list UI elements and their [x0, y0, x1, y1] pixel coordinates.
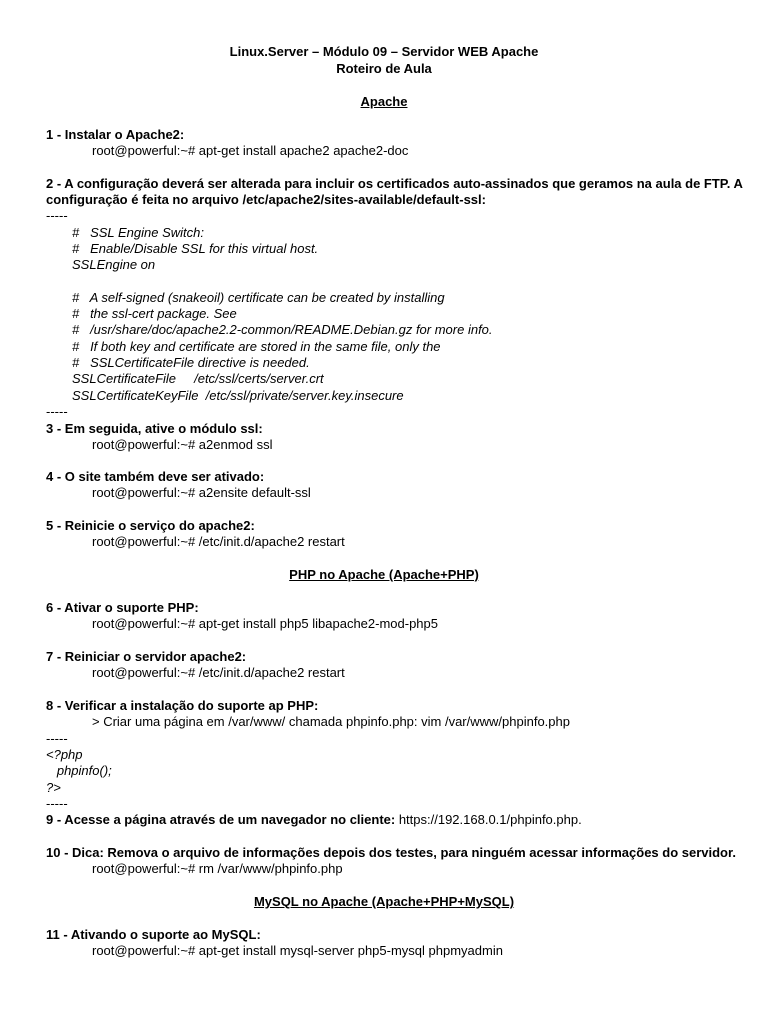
step-2-separator-open: ----- — [46, 208, 68, 223]
step-4-command: root@powerful:~# a2ensite default-ssl — [92, 485, 311, 500]
step-2-title-line2: configuração é feita no arquivo /etc/apache2/sites-available/default-ssl: — [46, 192, 486, 207]
step-2-separator-close: ----- — [46, 404, 68, 419]
step-10-title: 10 - Dica: Remova o arquivo de informações depois dos testes, para ninguém acessar informações do servidor. — [46, 845, 736, 860]
php-code-line: ?> — [46, 780, 61, 795]
step-8-separator-close: ----- — [46, 796, 68, 811]
step-1-command: root@powerful:~# apt-get install apache2 apache2-doc — [92, 143, 409, 158]
step-8-title: 8 - Verificar a instalação do suporte ap PHP: — [46, 698, 319, 713]
step-2-title-line1: 2 - A configuração deverá ser alterada para incluir os certificados auto-assinados que geramos na aula de FTP. A — [46, 176, 743, 191]
config-line: SSLEngine on — [72, 257, 156, 272]
step-6-command: root@powerful:~# apt-get install php5 libapache2-mod-php5 — [92, 616, 438, 631]
step-10-command: root@powerful:~# rm /var/www/phpinfo.php — [92, 861, 343, 876]
step-8-separator-open: ----- — [46, 731, 68, 746]
config-line: # If both key and certificate are stored in the same file, only the — [72, 339, 441, 354]
document-title: Linux.Server – Módulo 09 – Servidor WEB Apache — [229, 44, 539, 59]
step-9-line — [46, 812, 582, 828]
config-line: # Enable/Disable SSL for this virtual host. — [72, 241, 319, 256]
php-code-line: <?php — [46, 747, 83, 762]
step-3-title: 3 - Em seguida, ative o módulo ssl: — [46, 421, 263, 436]
step-1-title: 1 - Instalar o Apache2: — [46, 127, 185, 142]
step-3-command: root@powerful:~# a2enmod ssl — [92, 437, 273, 452]
step-5-command: root@powerful:~# /etc/init.d/apache2 restart — [92, 534, 345, 549]
php-code-line: phpinfo(); — [46, 763, 112, 778]
config-line: # A self-signed (snakeoil) certificate can be created by installing — [72, 290, 445, 305]
step-7-title: 7 - Reiniciar o servidor apache2: — [46, 649, 247, 664]
step-11-title: 11 - Ativando o suporte ao MySQL: — [46, 927, 261, 942]
section-heading-apache: Apache — [360, 94, 408, 109]
section-heading-php: PHP no Apache (Apache+PHP) — [289, 567, 479, 582]
step-7-command: root@powerful:~# /etc/init.d/apache2 restart — [92, 665, 345, 680]
step-6-title: 6 - Ativar o suporte PHP: — [46, 600, 199, 615]
step-9-url: https://192.168.0.1/phpinfo.php. — [395, 812, 582, 827]
step-5-title: 5 - Reinicie o serviço do apache2: — [46, 518, 255, 533]
config-line: # SSLCertificateFile directive is needed. — [72, 355, 310, 370]
section-heading-mysql: MySQL no Apache (Apache+PHP+MySQL) — [253, 894, 515, 909]
config-line: # SSL Engine Switch: — [72, 225, 205, 240]
step-11-command: root@powerful:~# apt-get install mysql-server php5-mysql phpmyadmin — [92, 943, 503, 958]
step-4-title: 4 - O site também deve ser ativado: — [46, 469, 265, 484]
config-line: SSLCertificateFile /etc/ssl/certs/server.crt — [72, 371, 324, 386]
document-subtitle: Roteiro de Aula — [336, 61, 432, 76]
step-9-title: 9 - Acesse a página através de um navegador no cliente: — [46, 812, 396, 827]
config-line: SSLCertificateKeyFile /etc/ssl/private/server.key.insecure — [72, 388, 404, 403]
config-line: # the ssl-cert package. See — [72, 306, 237, 321]
config-line: # /usr/share/doc/apache2.2-common/README.Debian.gz for more info. — [72, 322, 493, 337]
step-8-instruction: > Criar uma página em /var/www/ chamada phpinfo.php: vim /var/www/phpinfo.php — [92, 714, 570, 729]
